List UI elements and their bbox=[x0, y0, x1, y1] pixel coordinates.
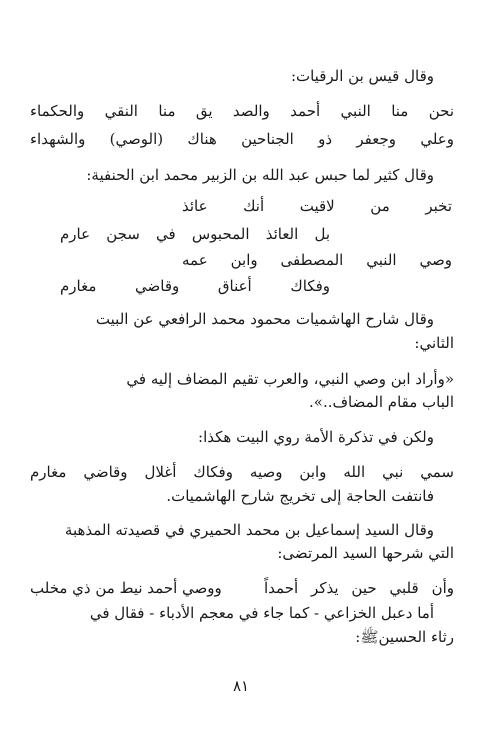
intro-qays-line: وقال قيس بن الرقيات: bbox=[290, 67, 434, 85]
prose-line: الثاني: bbox=[414, 334, 454, 352]
verse-hemistich-text: بل العائذ المحبوس في سجن عارم bbox=[60, 225, 330, 243]
verse-line: سمي نبي الله وابن وصيه وفكاك أغلال وقاضي مغارم bbox=[30, 463, 454, 481]
verse-second-hemistich: ووصي أحمد نيط من ذي مخلب bbox=[30, 579, 222, 597]
prose-line: وقال شارح الهاشميات محمود محمد الرافعي عن البيت bbox=[95, 310, 434, 328]
prose-line: أما دعبل الخزاعي - كما جاء في معجم الأدباء - فقال في bbox=[89, 604, 434, 622]
verse-line: وعلي وجعفر ذو الجناحين هناك (الوصي) والشهداء bbox=[30, 130, 454, 148]
verse-hemistich: وصي النبي المصطفى وابن عمه bbox=[182, 251, 452, 269]
verse-line: نحن منا النبي أحمد والصد يق منا النقي والحكماء bbox=[30, 102, 454, 120]
prose-line: رثاء الحسينﷺ: bbox=[355, 628, 454, 646]
verse-hemistich: تخبر من لاقيت أنك عائذ bbox=[182, 197, 452, 215]
page-number: ٨١ bbox=[232, 677, 250, 695]
quote-line: الباب مقام المضاف..». bbox=[309, 393, 454, 411]
verse-hemistich-text: وفكاك أعناق وقاضي مغارم bbox=[60, 277, 330, 295]
prose-line: وقال السيد إسماعيل بن محمد الحميري في قصيدته المذهبة bbox=[64, 521, 434, 539]
verse-first-hemistich: وأن قلبي حين يذكر أحمداً bbox=[264, 579, 454, 597]
prose-line: ولكن في تذكرة الأمة روي البيت هكذا: bbox=[198, 428, 434, 446]
prose-line: التي شرحها السيد المرتضى: bbox=[277, 544, 454, 562]
intro-kuthayyir-line: وقال كثير لما حبس عبد الله بن الزبير محمد ابن الحنفية: bbox=[86, 166, 434, 184]
quote-line: «وأراد ابن وصي النبي، والعرب تقيم المضاف إليه في bbox=[126, 370, 454, 388]
prose-line: فانتفت الحاجة إلى تخريج شارح الهاشميات. bbox=[166, 487, 434, 505]
